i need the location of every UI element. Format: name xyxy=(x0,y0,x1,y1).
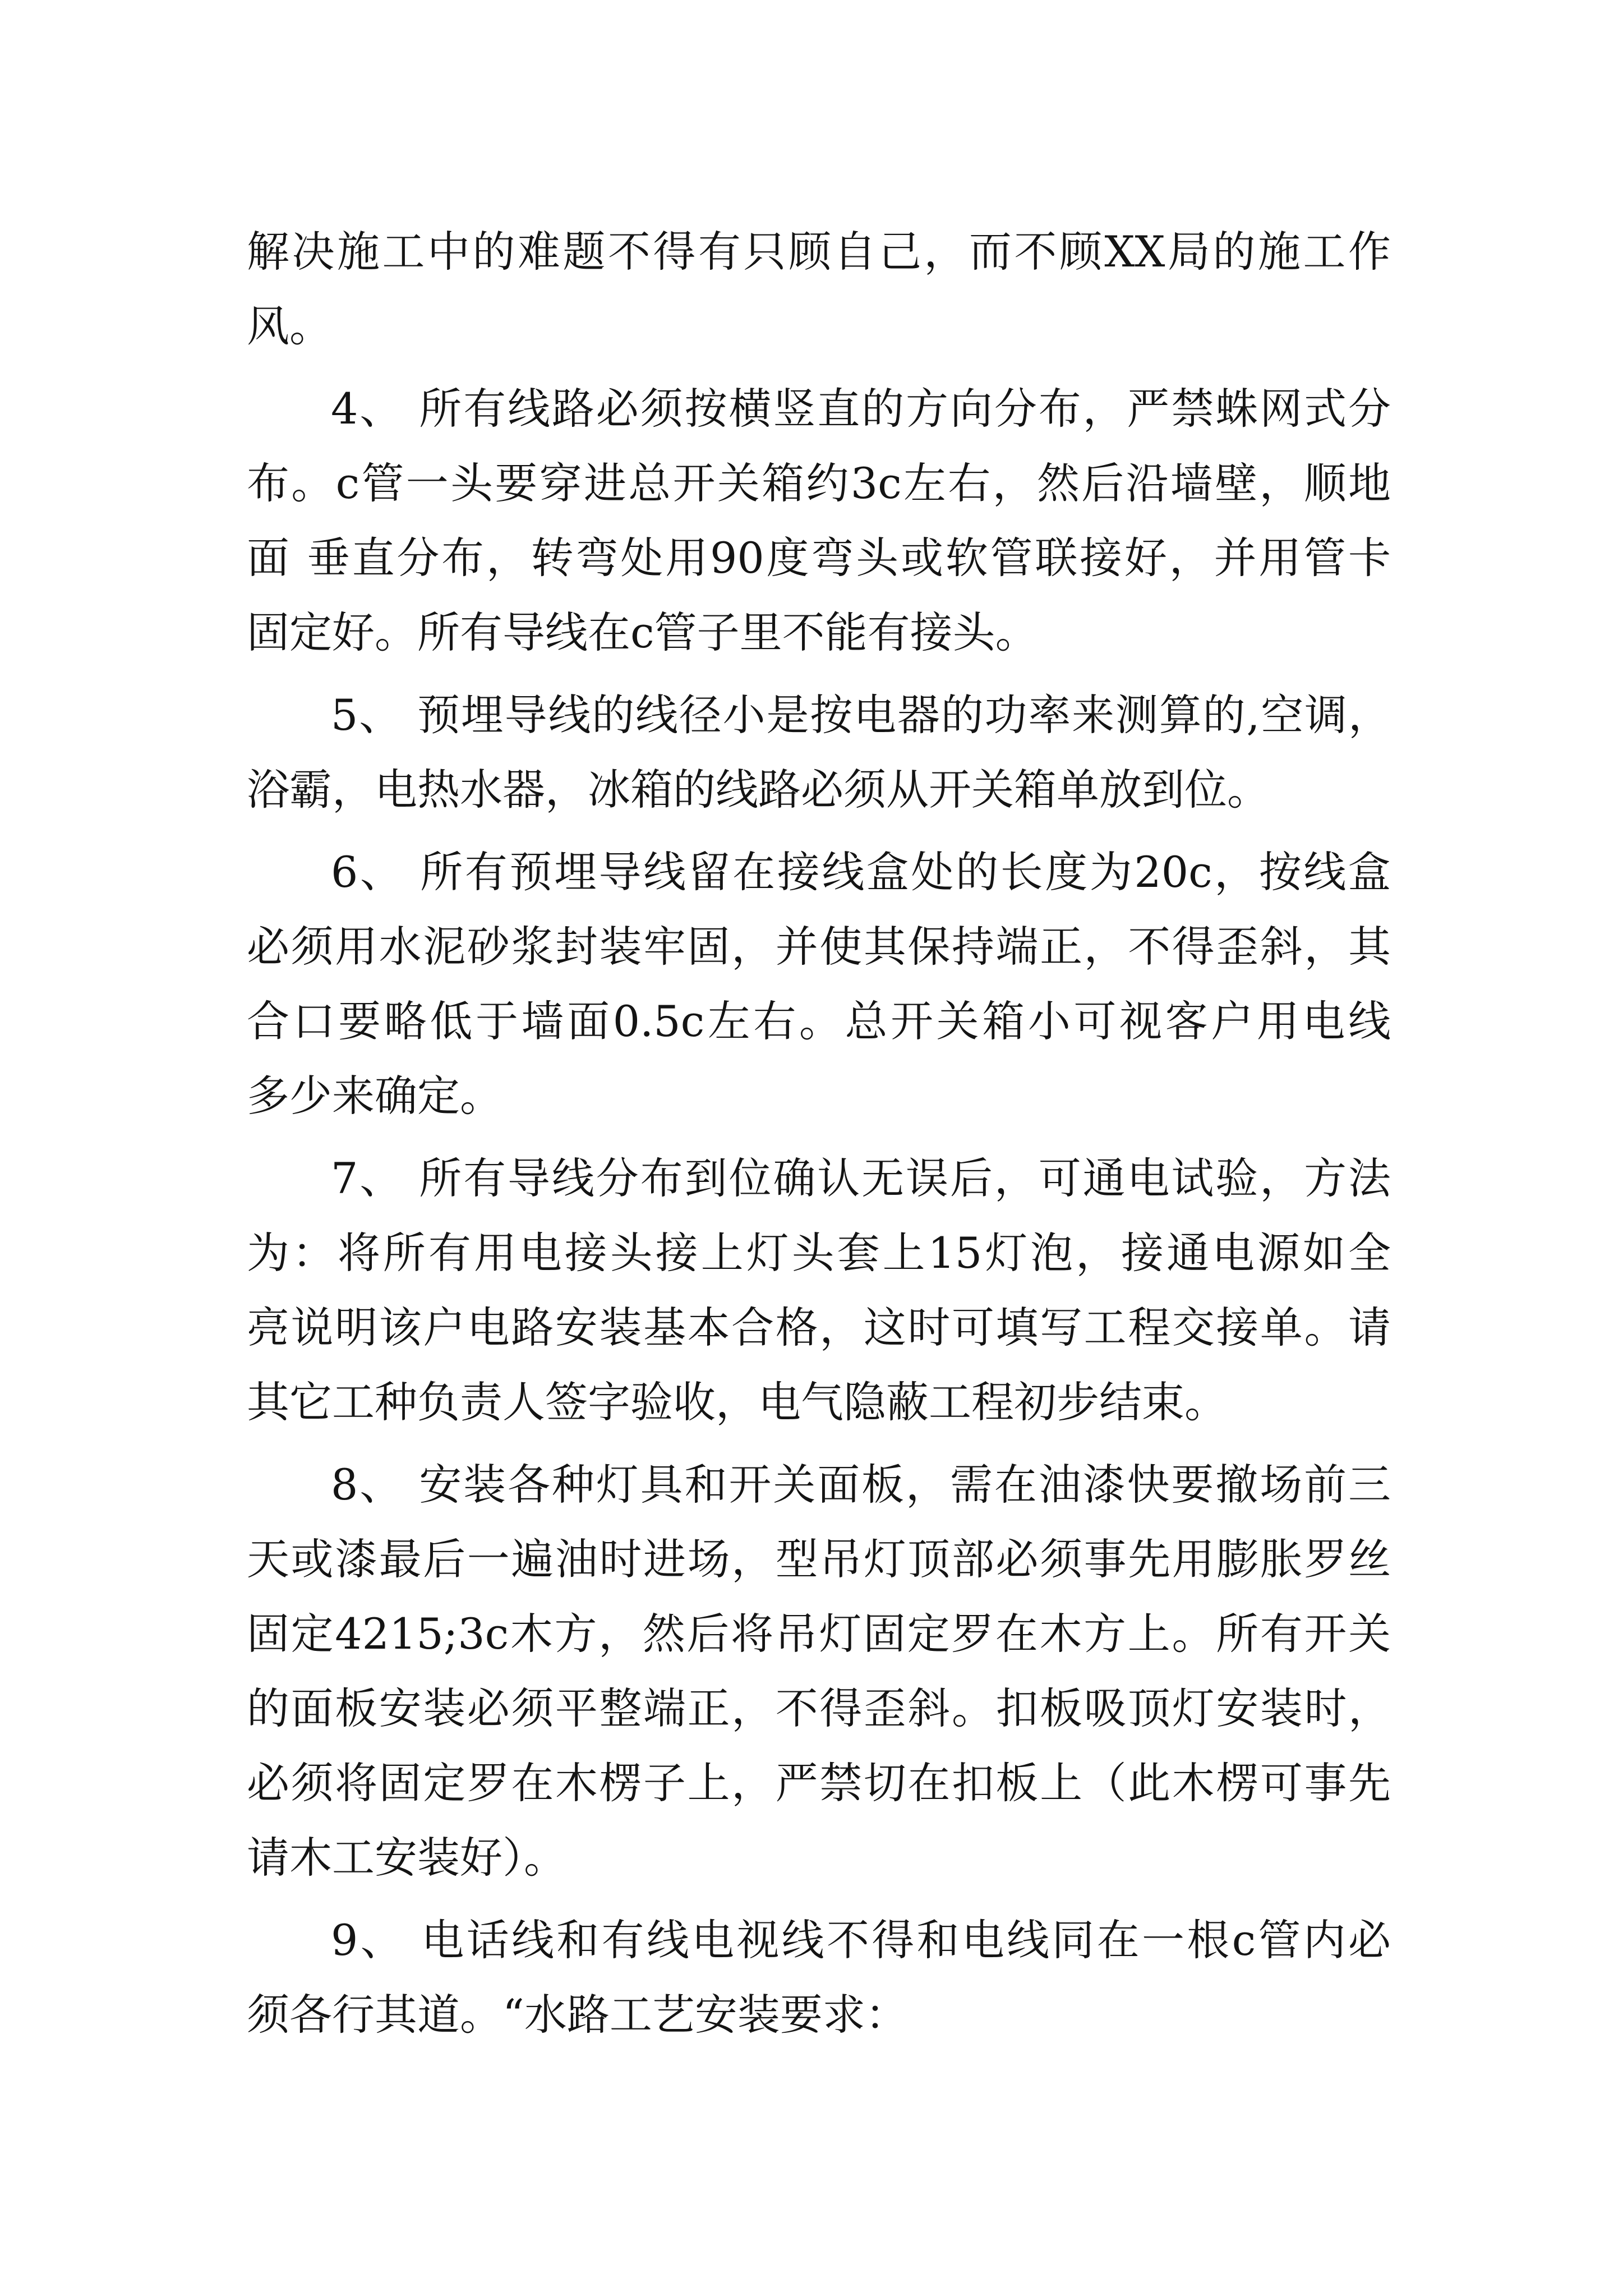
text-line: 固定好。所有导线在c管子里不能有接头。 xyxy=(247,608,1038,657)
text-line: 面 垂直分布，转弯处用90度弯头或软管联接好，并用管卡 xyxy=(247,533,1391,583)
text-line: 必须用水泥砂浆封装牢固，并使其保持端正，不得歪斜，其 xyxy=(247,922,1391,972)
text-line: 其它工种负责人签字验收，电气隐蔽工程初步结束。 xyxy=(247,1377,1227,1427)
text-line: 4、 所有线路必须按横竖直的方向分布，严禁蛛网式分 xyxy=(331,384,1391,434)
text-line: 天或漆最后一遍油时进场，型吊灯顶部必须事先用膨胀罗丝 xyxy=(247,1534,1391,1584)
text-line: 7、 所有导线分布到位确认无误后，可通电试验，方法 xyxy=(331,1153,1391,1203)
body-text xyxy=(247,214,1391,2052)
text-line: 为：将所有用电接头接上灯头套上15灯泡，接通电源如全 xyxy=(247,1228,1391,1278)
text-line: 固定4215;3c木方，然后将吊灯固定罗在木方上。所有开关 xyxy=(247,1609,1391,1659)
text-line: 多少来确定。 xyxy=(247,1071,502,1121)
text-line: 必须将固定罗在木楞子上，严禁切在扣板上（此木楞可事先 xyxy=(247,1758,1391,1808)
text-line: 请木工安装好）。 xyxy=(247,1833,566,1883)
text-line: 亮说明该户电路安装基本合格，这时可填写工程交接单。请 xyxy=(247,1303,1391,1352)
text-line: 的面板安装必须平整端正，不得歪斜。扣板吸顶灯安装时， xyxy=(247,1683,1391,1733)
text-line: 合口要略低于墙面0.5c左右。总开关箱小可视客户用电线 xyxy=(247,996,1391,1046)
text-line: 6、 所有预埋导线留在接线盒处的长度为20c，按线盒 xyxy=(331,847,1391,897)
text-line: 5、 预埋导线的线径小是按电器的功率来测算的,空调， xyxy=(331,690,1391,740)
text-line: 浴霸，电热水器，冰箱的线路必须从开关箱单放到位。 xyxy=(247,765,1270,815)
text-line: 解决施工中的难题不得有只顾自己，而不顾XX局的施工作 xyxy=(247,227,1391,277)
text-line: 风。 xyxy=(247,301,332,351)
text-line: 布。c管一头要穿进总开关箱约3c左右，然后沿墙壁，顺地 xyxy=(247,458,1391,508)
text-line: 8、 安装各种灯具和开关面板，需在油漆快要撤场前三 xyxy=(331,1460,1391,1510)
text-line: 须各行其道。“水路工艺安装要求： xyxy=(247,1990,908,2040)
text-line: 9、 电话线和有线电视线不得和电线同在一根c管内必 xyxy=(331,1915,1391,1965)
